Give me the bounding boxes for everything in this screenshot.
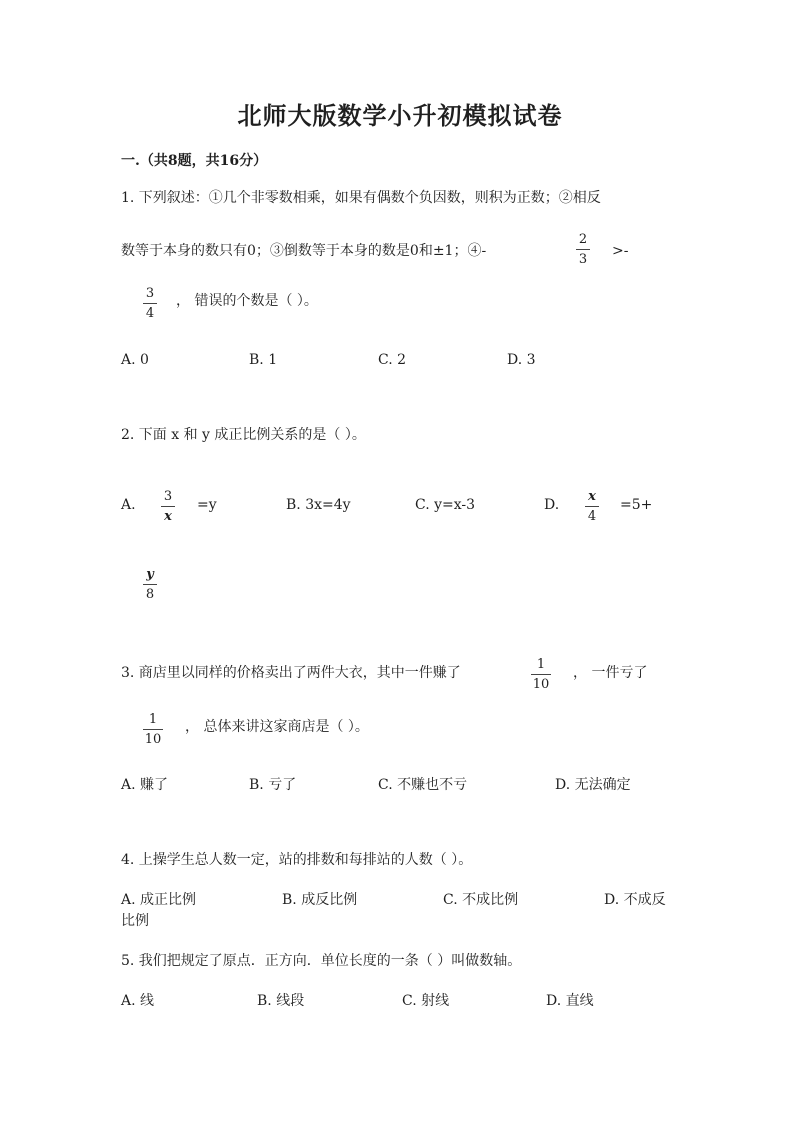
q2-option-a-fraction (161, 489, 175, 524)
q1-option-a[interactable]: A. 0 (121, 352, 149, 368)
q2-option-d-tail: =5+ (620, 497, 653, 513)
q3-mid: ， 一件亏了 (573, 665, 648, 681)
q4-stem: 4. 上操学生总人数一定，站的排数和每排站的人数（ ）。 (121, 852, 473, 868)
q4-option-c[interactable]: C. 不成比例 (443, 892, 519, 908)
q5-option-c[interactable]: C. 射线 (402, 993, 450, 1009)
q5-option-a[interactable]: A. 线 (121, 993, 155, 1009)
q2-option-d-label[interactable]: D. (544, 497, 560, 513)
q4-option-b[interactable]: B. 成反比例 (282, 892, 358, 908)
fraction-bar (576, 249, 590, 250)
q2-option-d-fraction-2 (143, 567, 157, 602)
q4-option-d[interactable]: D. 不成反 (604, 892, 666, 908)
q3-stem: 3. 商店里以同样的价格卖出了两件大衣，其中一件赚了 (121, 665, 461, 681)
q2-stem: 2. 下面 x 和 y 成正比例关系的是（ ）。 (121, 427, 366, 443)
q2-option-a-tail: =y (197, 497, 217, 513)
q3-tail: ， 总体来讲这家商店是（ ）。 (185, 719, 369, 735)
q5-option-b[interactable]: B. 线段 (257, 993, 305, 1009)
denominator: 10 (532, 677, 550, 692)
fraction-bar (531, 674, 551, 675)
q5-option-d[interactable]: D. 直线 (546, 993, 594, 1009)
denominator: 8 (145, 587, 155, 602)
fraction-bar (585, 506, 599, 507)
numerator: 2 (578, 232, 588, 247)
q5-stem: 5. 我们把规定了原点．正方向．单位长度的一条（ ）叫做数轴。 (121, 953, 522, 969)
denominator: 10 (144, 732, 162, 747)
q2-option-a-label[interactable]: A. (121, 497, 136, 513)
section-heading: 一.（共8题，共16分） (121, 153, 268, 169)
numerator: x (588, 489, 596, 504)
q2-option-c[interactable]: C. y=x-3 (415, 497, 476, 513)
q3-option-a[interactable]: A. 赚了 (121, 777, 169, 793)
fraction-bar (143, 729, 163, 730)
q1-line2: 数等于本身的数只有0；③倒数等于本身的数是0和±1；④- (121, 243, 487, 259)
q3-option-b[interactable]: B. 亏了 (249, 777, 297, 793)
denominator: x (164, 509, 172, 524)
numerator: 3 (163, 489, 173, 504)
denominator: 4 (145, 306, 155, 321)
q4-option-d-wrap: 比例 (121, 913, 149, 929)
numerator: 1 (148, 712, 158, 727)
fraction-bar (143, 303, 157, 304)
q1-option-d[interactable]: D. 3 (507, 352, 536, 368)
fraction-bar (161, 506, 175, 507)
q1-line1: 1. 下列叙述：①几个非零数相乘，如果有偶数个负因数，则积为正数；②相反 (121, 190, 601, 206)
q1-fraction-2-3 (576, 232, 590, 267)
q1-fraction-3-4 (143, 286, 157, 321)
q2-option-d-fraction (585, 489, 599, 524)
q2-option-b[interactable]: B. 3x=4y (286, 497, 351, 513)
numerator: y (146, 567, 154, 582)
q3-option-c[interactable]: C. 不赚也不亏 (378, 777, 468, 793)
q3-fraction-1 (531, 657, 551, 692)
denominator: 3 (578, 252, 588, 267)
q4-option-a[interactable]: A. 成正比例 (121, 892, 197, 908)
q1-option-b[interactable]: B. 1 (249, 352, 278, 368)
denominator: 4 (587, 509, 597, 524)
numerator: 3 (145, 286, 155, 301)
numerator: 1 (536, 657, 546, 672)
page-title: 北师大版数学小升初模拟试卷 (237, 101, 563, 130)
q3-fraction-2 (143, 712, 163, 747)
q1-greater-than: >- (612, 243, 629, 259)
q1-tail: ， 错误的个数是（ ）。 (176, 293, 318, 309)
q1-option-c[interactable]: C. 2 (378, 352, 407, 368)
fraction-bar (143, 584, 157, 585)
q3-option-d[interactable]: D. 无法确定 (555, 777, 631, 793)
